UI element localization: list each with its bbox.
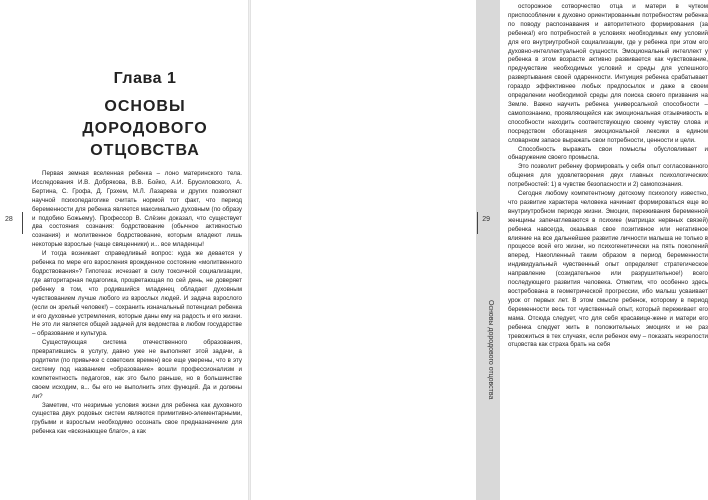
paragraph: Заметим, что незримые условия жизни для ребенка как духовного существа двух родовых систем являются примитивно-элементарными, грубыми и взрослым необходимо осознать свое предназначение для ребенка как «всезнающее благо», а как <box>32 401 242 436</box>
page-rule-left <box>22 212 23 234</box>
page-number-left: 28 <box>5 216 13 223</box>
paragraph: Первая земная вселенная ребенка – лоно материнского тела. Исследования И.В. Добрякова, В.В. Бойко, А.И. Брусиловского, А. Бертина, С. Грофа, Д. Грэхем, М.Л. Лазарева и других позволяют научной психопедагогике считать нормой тот факт, что период беременности для ребенка является максимально духовным (по образу и подобию Божьему). Профессор В. Слёзин доказал, что существует два состояния сознания: бодрствование (обычное активностью сознания) и молитвенное бодрствование, которым владеют лишь некоторые взрослые (чаще священники) и... все младенцы! <box>32 170 242 249</box>
paragraph: осторожное сотворчество отца и матери в чутком приспособлении к духовно ориентированным потребностям ребенка по поводу распознавания и авторитетного формирования (за ребенка!) его потребностей в условиях необходимых ему условий для его внутриутробной социализации, где у ребенка при этом его духовно-интеллектуальной сущности. Эмоциональный интеллект у ребенка в этом возрасте активно развивается как чувствование, предчувствие необходимых условий и среды для успешного развертывания своей одаренности. Интуиция ребенка срабатывает гораздо эффективнее любых предпосылок и даже в своем определении необходимой среды для поиска своего призвания на Земле. Важно научить ребенка универсальной способности – самопознанию, проявляющейся как эмоциональная отзывчивость в способности находить соответствующую своему чувству слова и посредством обогащения эмоциональной лексики в едином словарном запасе выражать свои потребности, ценности и цели. <box>508 3 708 144</box>
page-number-right: 29 <box>482 216 490 223</box>
running-side-title: Основы дородового отцовства <box>487 300 494 400</box>
page-rule-right <box>477 212 478 234</box>
paragraph: Сегодня любому компетентному детскому психологу известно, что развитие характера человека начинает формироваться еще во внутриутробном периоде жизни. Эмоции, переживания беременной женщины запечатлеваются в психике (матрицах нервных связей) ребенка навсегда, оказывая свое позитивное или негативное влияние на все дальнейшее развитие личности малыша не только в процессе всей его жизни, но психогенетически на пять поколений вперед. Накопленный таким образом в период беременности индивидуальный чувственный опыт определяет стратегическое направление (созидательное или разрушительное!) всего последующего развития человека. Отметим, что особенно здесь востребована в геометрической прогрессии, ибо малыш усваивает урок от первых лет. В этом смысле ребенок, которому в период беременности весь тот чувственный опыт, который переживает его мама. Отсюда следует, что для себя красавице-жене и матери его ребенка следует жить в положительных эмоциях и не раз тревожиться в тех случаях, если ребенок ему – показать незрелости отцовства как страха брать на себя <box>508 190 708 349</box>
chapter-title: ОСНОВЫ ДОРОДОВОГО ОТЦОВСТВА <box>82 98 208 159</box>
chapter-label: Глава 1 <box>113 70 177 87</box>
paragraph: И тогда возникает справедливый вопрос: куда же девается у ребенка по мере его взросления врожденное состояние «молитвенного бодрствования»? Гипотеза: исчезает в силу токсичной социализации, где авторитарная педагогика, процветающая по сей день, не доверяет ребенку в том, что родившийся младенец обладает духовным чувствованием лучше любого из взрослых людей. И задача взрослого (если он зрелый человек!) – сохранить изначальный потенциал ребенка и его духовные устремления, которые даны ему на радость и его жизни. Не это ли является общей задачей для ведомства в любом государстве – образование и культура. <box>32 250 242 338</box>
paragraph: Способность выражать свои помыслы обусловливает и обнаружение своего промысла. <box>508 145 708 162</box>
left-page <box>0 0 248 500</box>
right-page <box>251 0 708 500</box>
paragraph: Это позволит ребенку формировать у себя опыт согласованного общения для удовлетворения двух главных психологических потребностей: 1) в чувстве безопасности и 2) самопознания. <box>508 163 708 189</box>
right-body-text <box>508 3 708 350</box>
left-body-text <box>32 170 242 437</box>
paragraph: Существующая система отечественного образования, превратившись в услугу, давно уже не выполняет этой задачи, а родители (по привычке с советских времен) все еще уверены, что в эту систему под названием «образование» вошли профессионализм и компетентность педагогов, как это было раньше, но в большинстве своем исходим, в... бы его не выполнить этих функций. Да и должны ли? <box>32 339 242 400</box>
